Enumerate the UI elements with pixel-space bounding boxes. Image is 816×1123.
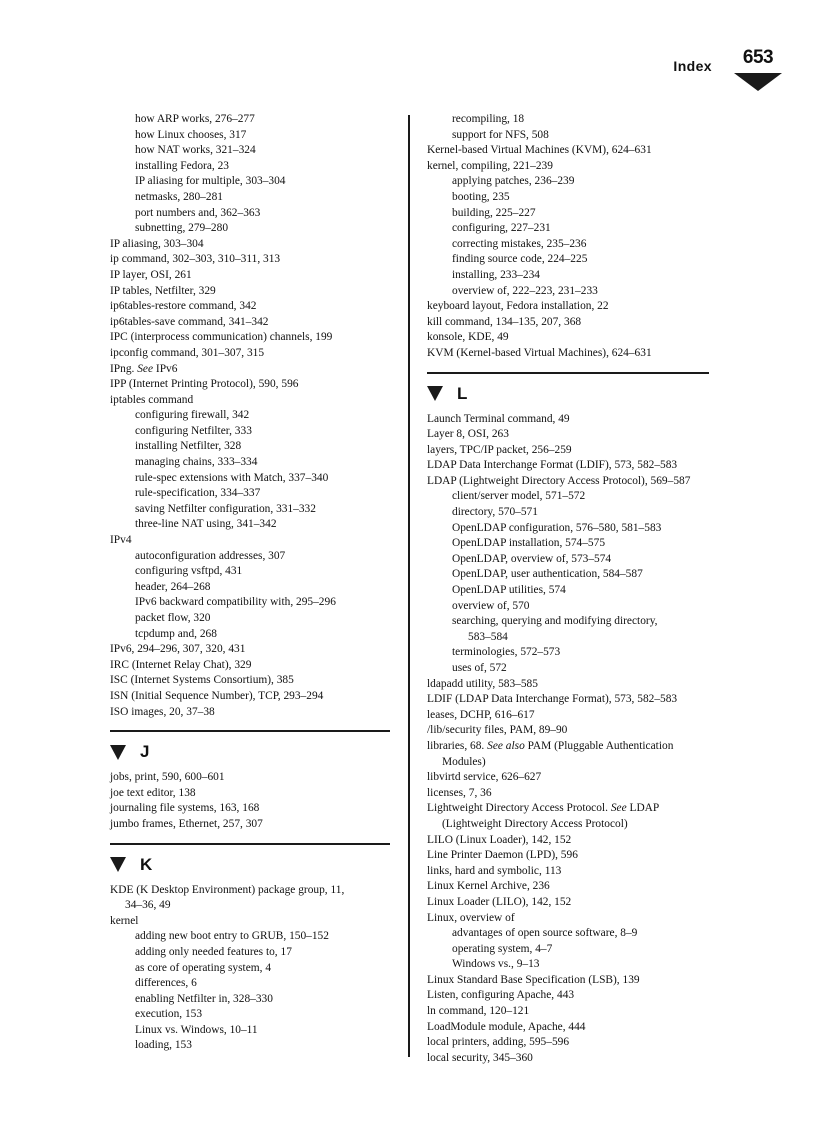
see-reference: See also	[487, 739, 525, 752]
entry-text: IPv6 backward compatibility with, 295–296	[135, 596, 336, 609]
entry-text: IPC (interprocess communication) channels, 199	[110, 331, 333, 344]
index-entry	[427, 879, 709, 895]
index-entry	[427, 427, 709, 443]
index-subentry	[427, 489, 709, 505]
section-heading-j	[110, 730, 390, 761]
entry-text: joe text editor, 138	[110, 786, 196, 799]
entry-text: building, 225–227	[452, 206, 536, 219]
entry-text: /lib/security files, PAM, 89–90	[427, 724, 568, 737]
section-letter: L	[457, 383, 468, 403]
entry-text: Modules)	[442, 755, 486, 768]
entry-text: Listen, configuring Apache, 443	[427, 989, 575, 1002]
entry-text: rule-spec extensions with Match, 337–340	[135, 471, 329, 484]
index-entry	[110, 346, 390, 362]
entry-text: installing Fedora, 23	[135, 159, 229, 172]
entry-text: LDAP (Lightweight Directory Access Protocol), 569–587	[427, 474, 691, 487]
entry-text: IPP (Internet Printing Protocol), 590, 596	[110, 378, 299, 391]
index-entry	[110, 786, 390, 802]
section-letter: K	[140, 854, 153, 874]
entry-text: correcting mistakes, 235–236	[452, 237, 587, 250]
entry-text: ip command, 302–303, 310–311, 313	[110, 253, 281, 266]
entry-text: tcpdump and, 268	[135, 627, 217, 640]
entry-text: installing, 233–234	[452, 268, 540, 281]
index-entry	[110, 770, 390, 786]
entry-text: konsole, KDE, 49	[427, 331, 509, 344]
entry-text: journaling file systems, 163, 168	[110, 802, 260, 815]
index-subentry	[427, 128, 709, 144]
index-entry	[110, 362, 390, 378]
section-rule	[110, 730, 390, 732]
entry-text: OpenLDAP installation, 574–575	[452, 537, 606, 550]
index-entry	[110, 315, 390, 331]
index-subentry	[427, 614, 709, 630]
entry-text: installing Netfilter, 328	[135, 440, 242, 453]
entry-text: terminologies, 572–573	[452, 646, 561, 659]
entry-text: IP aliasing for multiple, 303–304	[135, 175, 286, 188]
index-subentry	[110, 408, 390, 424]
entry-text: enabling Netfilter in, 328–330	[135, 992, 273, 1005]
entry-text: advantages of open source software, 8–9	[452, 927, 638, 940]
index-entry	[110, 914, 390, 930]
index-entry	[427, 1051, 709, 1067]
index-entry	[427, 988, 709, 1004]
index-entry	[110, 642, 390, 658]
entry-text: ISO images, 20, 37–38	[110, 705, 215, 718]
down-arrow-icon	[734, 73, 782, 91]
entry-text: Kernel-based Virtual Machines (KVM), 624–631	[427, 144, 652, 157]
index-subentry	[110, 945, 390, 961]
index-entry	[427, 755, 709, 771]
index-subentry	[110, 976, 390, 992]
entry-text: ipconfig command, 301–307, 315	[110, 346, 265, 359]
reference-target: PAM (Pluggable Authentication	[527, 739, 674, 752]
entry-text: rule-specification, 334–337	[135, 487, 261, 500]
entry-text: adding new boot entry to GRUB, 150–152	[135, 930, 329, 943]
entry-text: configuring, 227–231	[452, 222, 551, 235]
index-subentry	[427, 957, 709, 973]
entry-text: overview of, 570	[452, 599, 530, 612]
index-subentry	[110, 502, 390, 518]
see-reference: See	[137, 362, 154, 375]
entry-text: subnetting, 279–280	[135, 222, 229, 235]
entry-text: Linux Standard Base Specification (LSB), 139	[427, 973, 640, 986]
entry-text: OpenLDAP, user authentication, 584–587	[452, 568, 643, 581]
entry-text: Linux Loader (LILO), 142, 152	[427, 895, 572, 908]
index-subentry	[110, 190, 390, 206]
see-reference: See	[610, 802, 627, 815]
index-entry	[110, 689, 390, 705]
index-subentry	[110, 611, 390, 627]
index-subentry	[427, 505, 709, 521]
triangle-down-icon	[110, 857, 126, 872]
entry-text: booting, 235	[452, 190, 510, 203]
index-column-left	[110, 112, 390, 1054]
index-entry	[110, 898, 390, 914]
index-entry	[110, 268, 390, 284]
index-entry	[427, 911, 709, 927]
running-header-title: Index	[673, 58, 712, 74]
entry-text: Line Printer Daemon (LPD), 596	[427, 849, 578, 862]
entry-text: support for NFS, 508	[452, 128, 549, 141]
entry-text: layers, TPC/IP packet, 256–259	[427, 443, 572, 456]
index-entry	[427, 770, 709, 786]
index-subentry	[110, 992, 390, 1008]
entry-text: IPv4	[110, 534, 132, 547]
entry-text: iptables command	[110, 393, 194, 406]
index-subentry	[110, 112, 390, 128]
index-subentry	[110, 174, 390, 190]
entry-text: ldapadd utility, 583–585	[427, 677, 538, 690]
index-subentry	[427, 583, 709, 599]
section-letter: J	[140, 742, 150, 762]
index-entry	[110, 237, 390, 253]
index-subentry	[110, 206, 390, 222]
index-entry	[427, 1020, 709, 1036]
entry-text: Launch Terminal command, 49	[427, 412, 570, 425]
entry-text: applying patches, 236–239	[452, 175, 575, 188]
index-entry	[427, 1035, 709, 1051]
column-divider	[408, 115, 410, 1057]
section-heading-l	[427, 372, 709, 403]
entry-text: configuring vsftpd, 431	[135, 565, 243, 578]
entry-text: KVM (Kernel-based Virtual Machines), 624–631	[427, 346, 652, 359]
entry-text: three-line NAT using, 341–342	[135, 518, 277, 531]
entry-text: configuring firewall, 342	[135, 409, 250, 422]
section-heading-k	[110, 843, 390, 874]
entry-text: kernel, compiling, 221–239	[427, 159, 553, 172]
index-subentry	[110, 961, 390, 977]
entry-text: local security, 345–360	[427, 1051, 533, 1064]
index-entry	[110, 817, 390, 833]
entry-text: loading, 153	[135, 1039, 192, 1052]
index-entry	[427, 864, 709, 880]
index-entry	[110, 284, 390, 300]
entry-text: Linux Kernel Archive, 236	[427, 880, 550, 893]
index-entry	[427, 723, 709, 739]
index-subentry	[110, 929, 390, 945]
entry-text: local printers, adding, 595–596	[427, 1036, 570, 1049]
index-subentry	[110, 143, 390, 159]
index-subentry	[427, 252, 709, 268]
index-entry	[110, 393, 390, 409]
index-entry	[427, 801, 709, 817]
entry-text: how ARP works, 276–277	[135, 113, 255, 125]
entry-text: jobs, print, 590, 600–601	[110, 771, 225, 784]
entry-text: ISC (Internet Systems Consortium), 385	[110, 674, 294, 687]
index-entry	[427, 677, 709, 693]
index-entry	[110, 673, 390, 689]
entry-text: header, 264–268	[135, 580, 211, 593]
index-subentry	[427, 926, 709, 942]
entry-text: IP layer, OSI, 261	[110, 268, 192, 281]
index-subentry	[427, 190, 709, 206]
index-subentry	[110, 439, 390, 455]
index-subentry	[427, 661, 709, 677]
entry-text: libvirtd service, 626–627	[427, 771, 542, 784]
index-subentry	[427, 521, 709, 537]
entry-text: LILO (Linux Loader), 142, 152	[427, 833, 572, 846]
index-entry	[427, 692, 709, 708]
index-subentry	[427, 174, 709, 190]
index-subentry	[110, 424, 390, 440]
entry-text: as core of operating system, 4	[135, 961, 272, 974]
index-entry	[427, 143, 709, 159]
index-entry	[427, 973, 709, 989]
index-subentry	[110, 549, 390, 565]
entry-text: Windows vs., 9–13	[452, 958, 540, 971]
index-subentry	[427, 284, 709, 300]
index-subentry	[110, 580, 390, 596]
index-entry	[110, 330, 390, 346]
entry-text: ip6tables-restore command, 342	[110, 300, 257, 313]
entry-text: 583–584	[468, 630, 508, 643]
index-subentry	[110, 517, 390, 533]
entry-text: keyboard layout, Fedora installation, 22	[427, 300, 609, 313]
index-entry	[427, 895, 709, 911]
entry-text: IRC (Internet Relay Chat), 329	[110, 658, 252, 671]
index-subentry	[427, 630, 709, 646]
index-entry	[110, 705, 390, 721]
entry-text: OpenLDAP, overview of, 573–574	[452, 552, 612, 565]
entry-text: searching, querying and modifying directory,	[452, 615, 658, 628]
index-entry	[427, 833, 709, 849]
entry-text: directory, 570–571	[452, 506, 538, 519]
index-column-right	[427, 112, 709, 1066]
index-subentry	[427, 221, 709, 237]
index-entry	[427, 159, 709, 175]
entry-text: links, hard and symbolic, 113	[427, 864, 562, 877]
index-subentry	[110, 159, 390, 175]
index-subentry	[110, 1038, 390, 1054]
entry-text: packet flow, 320	[135, 612, 211, 624]
entry-text: ISN (Initial Sequence Number), TCP, 293–294	[110, 689, 324, 702]
index-entry	[110, 252, 390, 268]
entry-text: adding only needed features to, 17	[135, 945, 292, 958]
index-subentry	[110, 564, 390, 580]
index-subentry	[427, 206, 709, 222]
index-subentry	[427, 645, 709, 661]
triangle-down-icon	[427, 386, 443, 401]
entry-text: IPv6, 294–296, 307, 320, 431	[110, 643, 246, 656]
entry-text: managing chains, 333–334	[135, 456, 258, 469]
index-subentry	[427, 567, 709, 583]
index-entry	[427, 443, 709, 459]
index-subentry	[427, 942, 709, 958]
triangle-down-icon	[110, 745, 126, 760]
entry-text: overview of, 222–223, 231–233	[452, 284, 598, 297]
index-entry	[427, 346, 709, 362]
index-entry	[110, 658, 390, 674]
entry-text: libraries, 68.	[427, 739, 485, 752]
index-entry	[427, 474, 709, 490]
entry-text: ip6tables-save command, 341–342	[110, 315, 269, 328]
entry-text: Linux vs. Windows, 10–11	[135, 1023, 258, 1036]
reference-target: LDAP	[629, 802, 660, 815]
entry-text: Layer 8, OSI, 263	[427, 428, 509, 441]
entry-text: netmasks, 280–281	[135, 190, 223, 203]
entry-text: Linux, overview of	[427, 911, 515, 924]
index-entry	[427, 848, 709, 864]
entry-text: client/server model, 571–572	[452, 490, 586, 503]
entry-text: LoadModule module, Apache, 444	[427, 1020, 586, 1033]
entry-text: jumbo frames, Ethernet, 257, 307	[110, 817, 263, 830]
entry-text: leases, DCHP, 616–617	[427, 708, 535, 721]
index-entry	[110, 883, 390, 899]
index-entry	[427, 708, 709, 724]
index-entry	[427, 299, 709, 315]
index-subentry	[427, 599, 709, 615]
entry-text: Lightweight Directory Access Protocol.	[427, 802, 608, 815]
index-entry	[427, 412, 709, 428]
index-subentry	[110, 455, 390, 471]
entry-text: IP tables, Netfilter, 329	[110, 284, 216, 297]
index-entry	[427, 1004, 709, 1020]
index-entry	[427, 458, 709, 474]
entry-text: LDIF (LDAP Data Interchange Format), 573, 582–583	[427, 693, 678, 706]
entry-text: IP aliasing, 303–304	[110, 237, 204, 250]
index-subentry	[110, 486, 390, 502]
entry-text: (Lightweight Directory Access Protocol)	[442, 817, 628, 830]
index-entry	[110, 533, 390, 549]
index-subentry	[110, 1023, 390, 1039]
index-entry	[427, 786, 709, 802]
index-subentry	[110, 221, 390, 237]
index-subentry	[427, 237, 709, 253]
entry-text: operating system, 4–7	[452, 942, 553, 955]
index-entry	[110, 377, 390, 393]
entry-text: differences, 6	[135, 977, 197, 990]
entry-text: port numbers and, 362–363	[135, 206, 261, 219]
entry-text: uses of, 572	[452, 662, 507, 674]
section-rule	[427, 372, 709, 374]
entry-text: configuring Netfilter, 333	[135, 424, 252, 437]
reference-target: IPv6	[155, 362, 178, 375]
index-entry	[427, 315, 709, 331]
entry-text: finding source code, 224–225	[452, 253, 588, 266]
entry-text: licenses, 7, 36	[427, 786, 492, 799]
section-rule	[110, 843, 390, 845]
entry-text: LDAP Data Interchange Format (LDIF), 573, 582–583	[427, 459, 678, 472]
entry-text: kill command, 134–135, 207, 368	[427, 315, 582, 328]
entry-text: OpenLDAP utilities, 574	[452, 584, 566, 597]
index-subentry	[110, 595, 390, 611]
index-subentry	[110, 471, 390, 487]
entry-text: how NAT works, 321–324	[135, 144, 256, 157]
index-entry	[427, 330, 709, 346]
entry-text: OpenLDAP configuration, 576–580, 581–583	[452, 521, 662, 534]
entry-text: KDE (K Desktop Environment) package group, 11,	[110, 883, 345, 896]
entry-text: how Linux chooses, 317	[135, 128, 247, 141]
entry-text: ln command, 120–121	[427, 1005, 530, 1018]
index-entry	[427, 739, 709, 755]
entry-text: autoconfiguration addresses, 307	[135, 549, 286, 562]
index-subentry	[427, 112, 709, 128]
index-subentry	[110, 128, 390, 144]
index-entry	[427, 817, 709, 833]
page-number: 653	[742, 47, 774, 68]
index-subentry	[427, 552, 709, 568]
index-subentry	[427, 268, 709, 284]
entry-text: IPng.	[110, 362, 135, 375]
index-entry	[110, 801, 390, 817]
entry-text: 34–36, 49	[125, 899, 171, 912]
index-subentry	[110, 627, 390, 643]
entry-text: kernel	[110, 914, 139, 927]
index-subentry	[427, 536, 709, 552]
index-subentry	[110, 1007, 390, 1023]
entry-text: execution, 153	[135, 1008, 203, 1021]
index-entry	[110, 299, 390, 315]
entry-text: recompiling, 18	[452, 113, 525, 125]
entry-text: saving Netfilter configuration, 331–332	[135, 502, 316, 515]
